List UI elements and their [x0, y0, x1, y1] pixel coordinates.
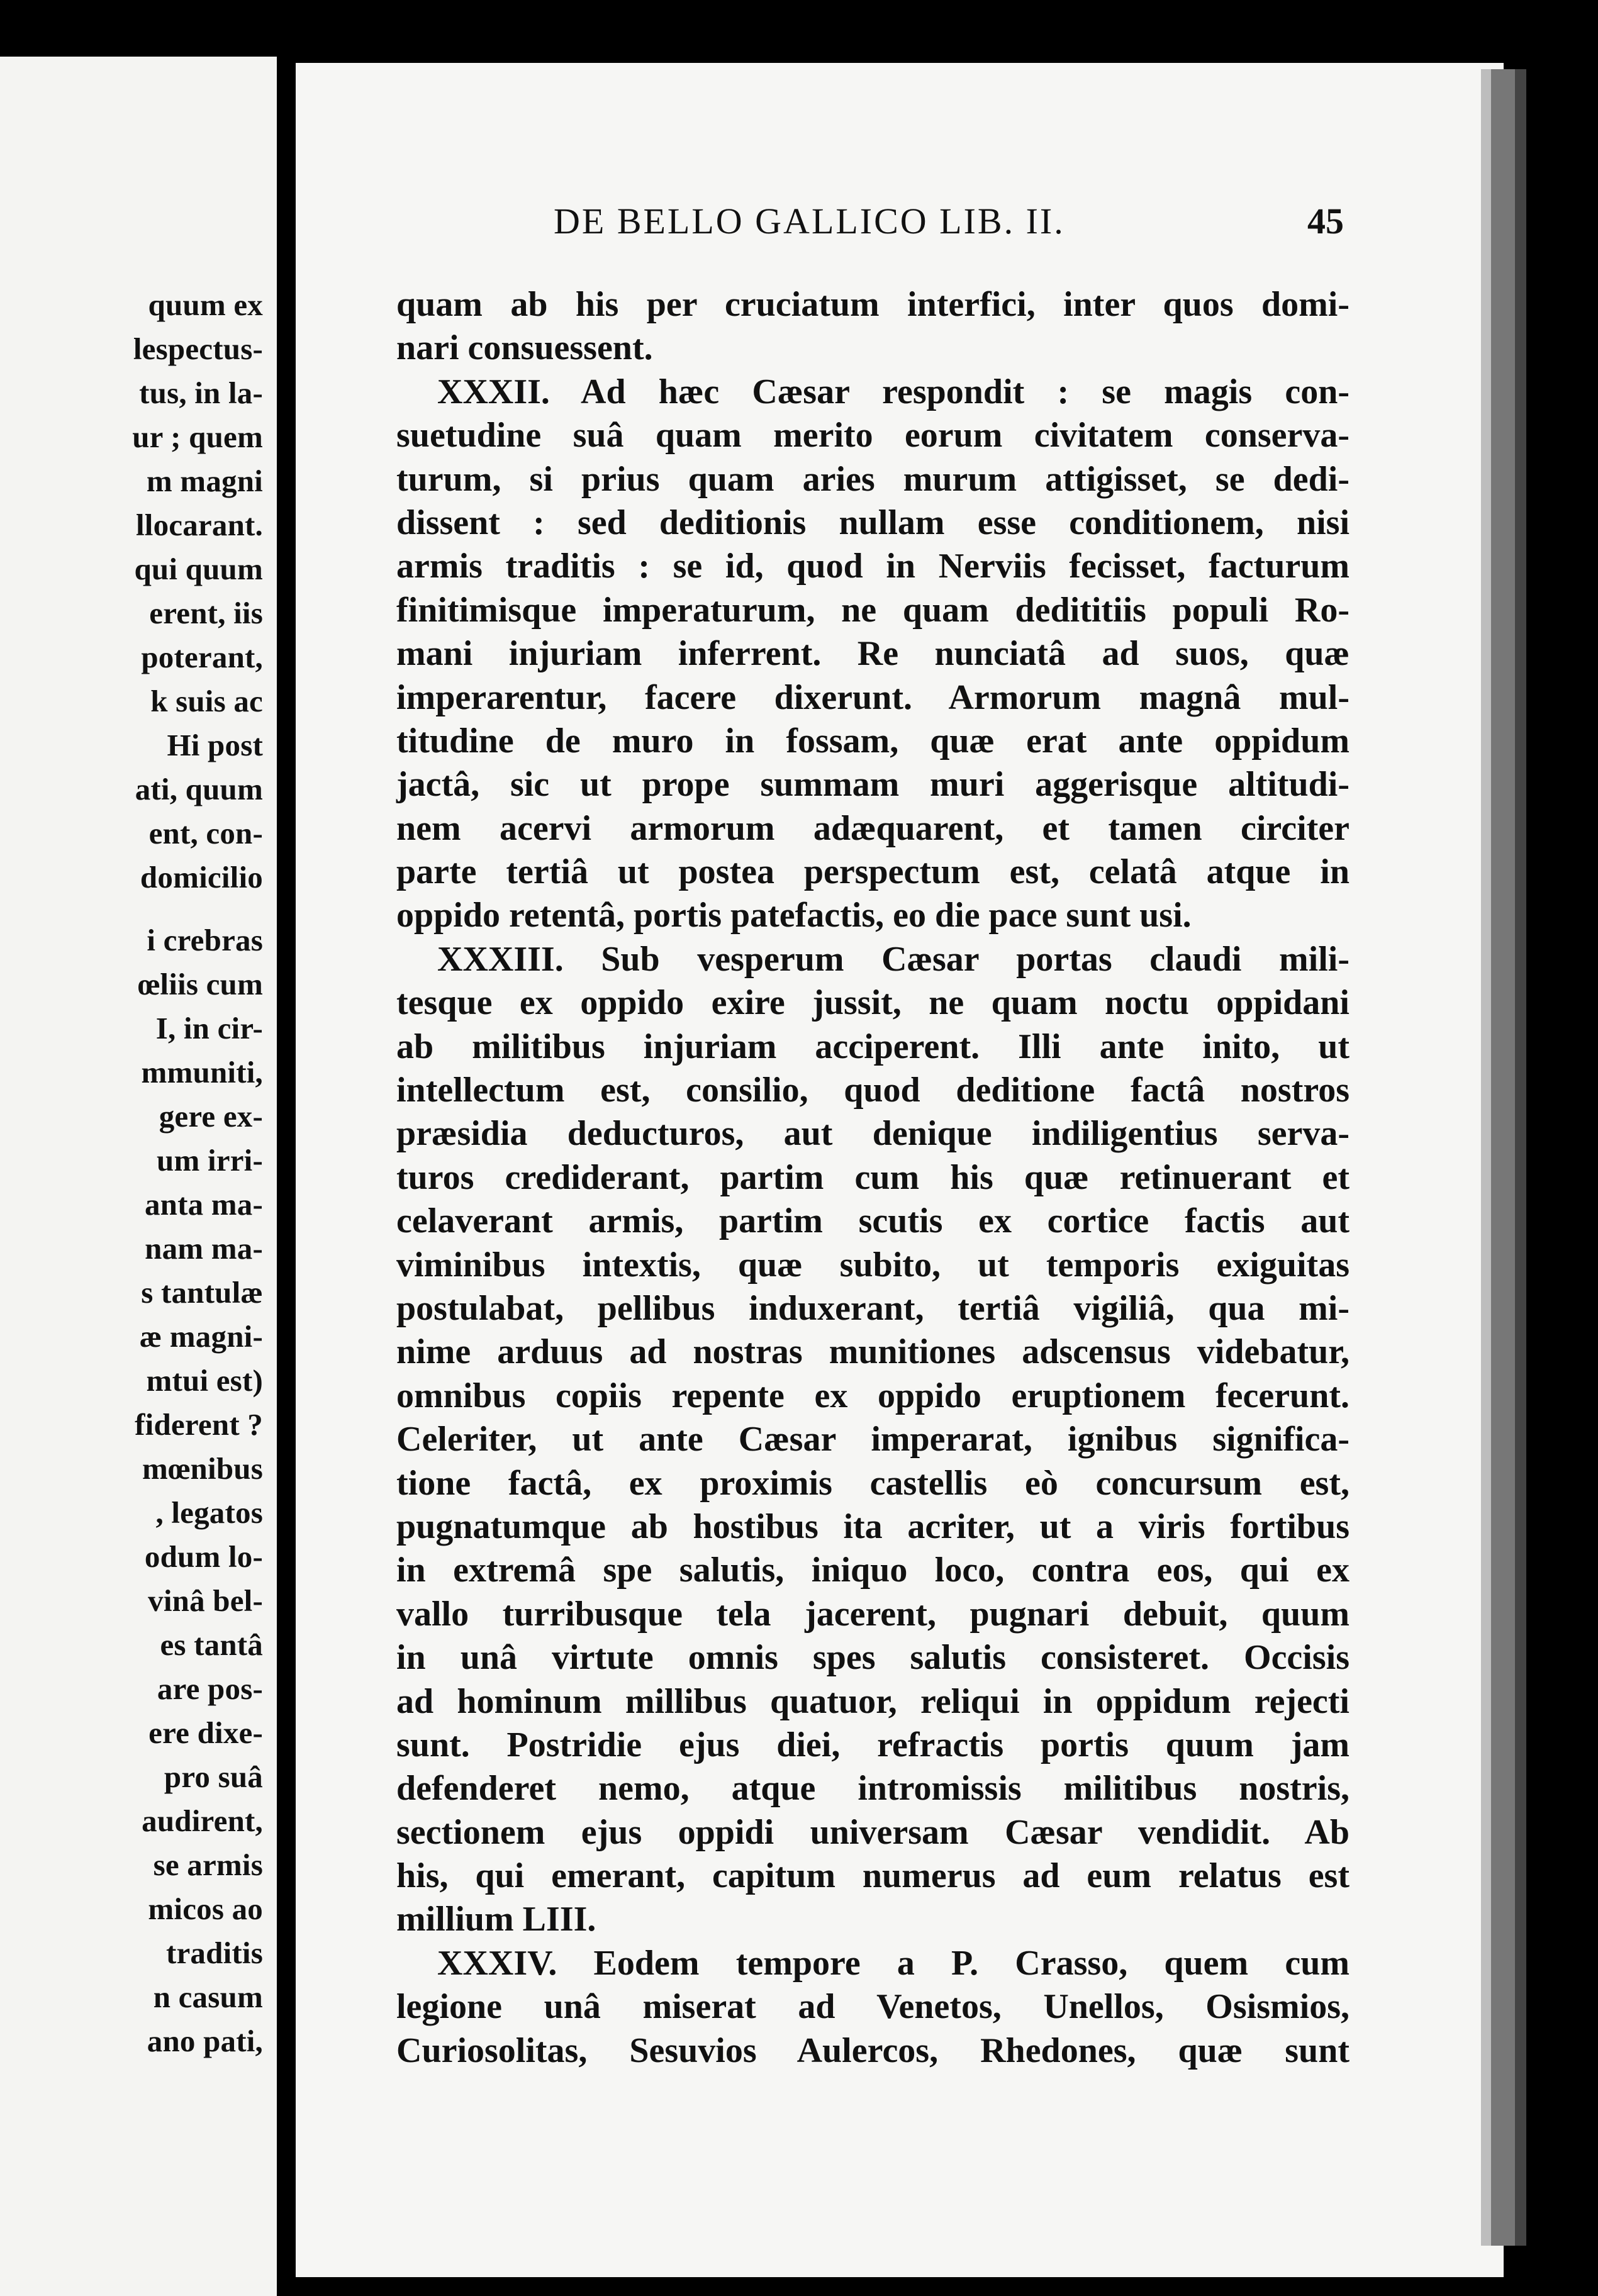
text-line: celaverant armis, partim scutis ex cortice factis aut — [396, 1201, 1349, 1241]
text-line: quam ab his per cruciatum interfici, inter quos domi- — [396, 285, 1349, 324]
text-line: tesque ex oppido exire jussit, ne quam noctu oppidani — [396, 983, 1349, 1023]
left-page-line: ur ; quem — [132, 420, 263, 454]
left-page-line: ano pati, — [147, 2024, 263, 2058]
left-page-line: Hi post — [167, 728, 263, 762]
text-line: millium LIII. — [396, 1900, 596, 1939]
left-page-line: traditis — [165, 1936, 263, 1970]
text-line: viminibus intextis, quæ subito, ut temporis exiguitas — [396, 1245, 1349, 1285]
left-page-line: odum lo- — [144, 1539, 263, 1574]
left-page-line: um irri- — [157, 1143, 263, 1178]
chapter-start-line: XXXIV. Eodem tempore a P. Crasso, quem cum — [437, 1943, 1349, 1983]
body-text — [396, 283, 1349, 2073]
text-line: vallo turribusque tela jacerent, pugnari debuit, quum — [396, 1594, 1349, 1634]
text-line: dissent : sed deditionis nullam esse conditionem, nisi — [396, 503, 1349, 542]
text-line: tione factâ, ex proximis castellis eò concursum est, — [396, 1463, 1349, 1503]
page-edge — [1481, 69, 1491, 2246]
left-page-line: audirent, — [142, 1803, 263, 1838]
text-line: omnibus copiis repente ex oppido eruptionem fecerunt. — [396, 1376, 1349, 1415]
left-page-line: œliis cum — [137, 967, 263, 1001]
text-line: Curiosolitas, Sesuvios Aulercos, Rhedones, quæ sunt — [396, 2031, 1349, 2070]
text-line: turum, si prius quam aries murum attigisset, se dedi- — [396, 459, 1349, 499]
text-line: mani injuriam inferrent. Re nunciatâ ad suos, quæ — [396, 634, 1349, 674]
left-page-line: domicilio — [140, 860, 263, 894]
left-page-line: s tantulæ — [141, 1275, 263, 1310]
left-page-line: llocarant. — [135, 508, 263, 542]
text-line: ab militibus injuriam acciperent. Illi ante inito, ut — [396, 1027, 1349, 1066]
text-line: titudine de muro in fossam, quæ erat ante oppidum — [396, 721, 1349, 761]
left-page-line: qui quum — [134, 552, 263, 586]
left-page-line: micos ao — [148, 1892, 263, 1926]
left-page-line: I, in cir- — [155, 1011, 263, 1045]
page-number: 45 — [1307, 201, 1344, 242]
running-title: DE BELLO GALLICO LIB. II. — [554, 201, 1065, 242]
text-line: armis traditis : se id, quod in Nerviis fecisset, facturum — [396, 547, 1349, 586]
page-edge — [1491, 69, 1515, 2246]
left-page-line: ere dixe- — [148, 1715, 263, 1750]
text-line: oppido retentâ, portis patefactis, eo die pace sunt usi. — [396, 896, 1192, 935]
left-page-line: es tantâ — [160, 1627, 263, 1662]
left-page-line: poterant, — [141, 640, 263, 674]
left-page-line: nam ma- — [145, 1231, 263, 1266]
left-page-line: lespectus- — [133, 332, 263, 366]
text-line: parte tertiâ ut postea perspectum est, celatâ atque in — [396, 852, 1349, 892]
left-page-line: pro suâ — [164, 1759, 263, 1794]
text-line: jactâ, sic ut prope summam muri aggerisque altitudi- — [396, 765, 1349, 805]
left-page-line: n casum — [153, 1980, 263, 2014]
text-line: sunt. Postridie ejus diei, refractis portis quum jam — [396, 1725, 1349, 1764]
left-page-line: k suis ac — [150, 684, 263, 718]
left-page-line: quum ex — [148, 287, 263, 322]
text-line: suetudine suâ quam merito eorum civitatem conserva- — [396, 416, 1349, 455]
text-line: postulabat, pellibus induxerant, tertiâ vigiliâ, qua mi- — [396, 1288, 1349, 1328]
chapter-start-line: XXXIII. Sub vesperum Cæsar portas claudi mili- — [437, 939, 1349, 979]
left-page-line: æ magni- — [139, 1319, 263, 1354]
left-page-line: anta ma- — [144, 1187, 263, 1222]
text-line: ad hominum millibus quatuor, reliqui in oppidum rejecti — [396, 1681, 1349, 1721]
text-line: finitimisque imperaturum, ne quam dedititiis populi Ro- — [396, 590, 1349, 630]
left-page-line: se armis — [153, 1847, 263, 1882]
left-page-line: fiderent ? — [135, 1407, 263, 1442]
page-edge — [1515, 69, 1526, 2246]
left-page-line: ati, quum — [135, 772, 263, 806]
left-page-line: tus, in la- — [139, 376, 263, 410]
left-page — [0, 57, 277, 2296]
text-line: imperarentur, facere dixerunt. Armorum magnâ mul- — [396, 677, 1349, 717]
text-line: in unâ virtute omnis spes salutis consisteret. Occisis — [396, 1638, 1349, 1678]
left-page-line: i crebras — [147, 923, 263, 957]
text-line: nari consuessent. — [396, 328, 653, 368]
chapter-start-line: XXXII. Ad hæc Cæsar respondit : se magis con- — [437, 372, 1349, 411]
left-page-line: vinâ bel- — [148, 1583, 263, 1618]
text-line: nem acervi armorum adæquarent, et tamen circiter — [396, 808, 1349, 848]
left-page-line: mmuniti, — [141, 1055, 263, 1089]
text-line: turos crediderant, partim cum his quæ retinuerant et — [396, 1157, 1349, 1197]
book-gutter — [277, 0, 296, 2290]
left-page-line: erent, iis — [149, 596, 263, 630]
left-page-line: are pos- — [157, 1671, 263, 1706]
left-page-line: , legatos — [155, 1495, 263, 1530]
left-page-line: mtui est) — [146, 1363, 263, 1398]
left-page-line: mœnibus — [142, 1451, 263, 1486]
text-line: his, qui emerant, capitum numerus ad eum relatus est — [396, 1856, 1349, 1896]
text-line: sectionem ejus oppidi universam Cæsar vendidit. Ab — [396, 1812, 1349, 1852]
left-page-line: gere ex- — [159, 1099, 263, 1134]
left-page-line: m magni — [146, 464, 263, 498]
left-page-line: ent, con- — [148, 816, 263, 850]
text-line: nime arduus ad nostras munitiones adscensus videbatur, — [396, 1332, 1349, 1372]
text-line: intellectum est, consilio, quod deditione factâ nostros — [396, 1071, 1349, 1110]
text-line: legione unâ miserat ad Venetos, Unellos, Osismios, — [396, 1987, 1349, 2027]
text-line: defenderet nemo, atque intromissis militibus nostris, — [396, 1769, 1349, 1808]
text-line: Celeriter, ut ante Cæsar imperarat, ignibus significa- — [396, 1420, 1349, 1459]
text-line: pugnatumque ab hostibus ita acriter, ut a viris fortibus — [396, 1507, 1349, 1546]
text-line: in extremâ spe salutis, iniquo loco, contra eos, qui ex — [396, 1551, 1349, 1590]
text-line: præsidia deducturos, aut denique indiligentius serva- — [396, 1114, 1349, 1154]
